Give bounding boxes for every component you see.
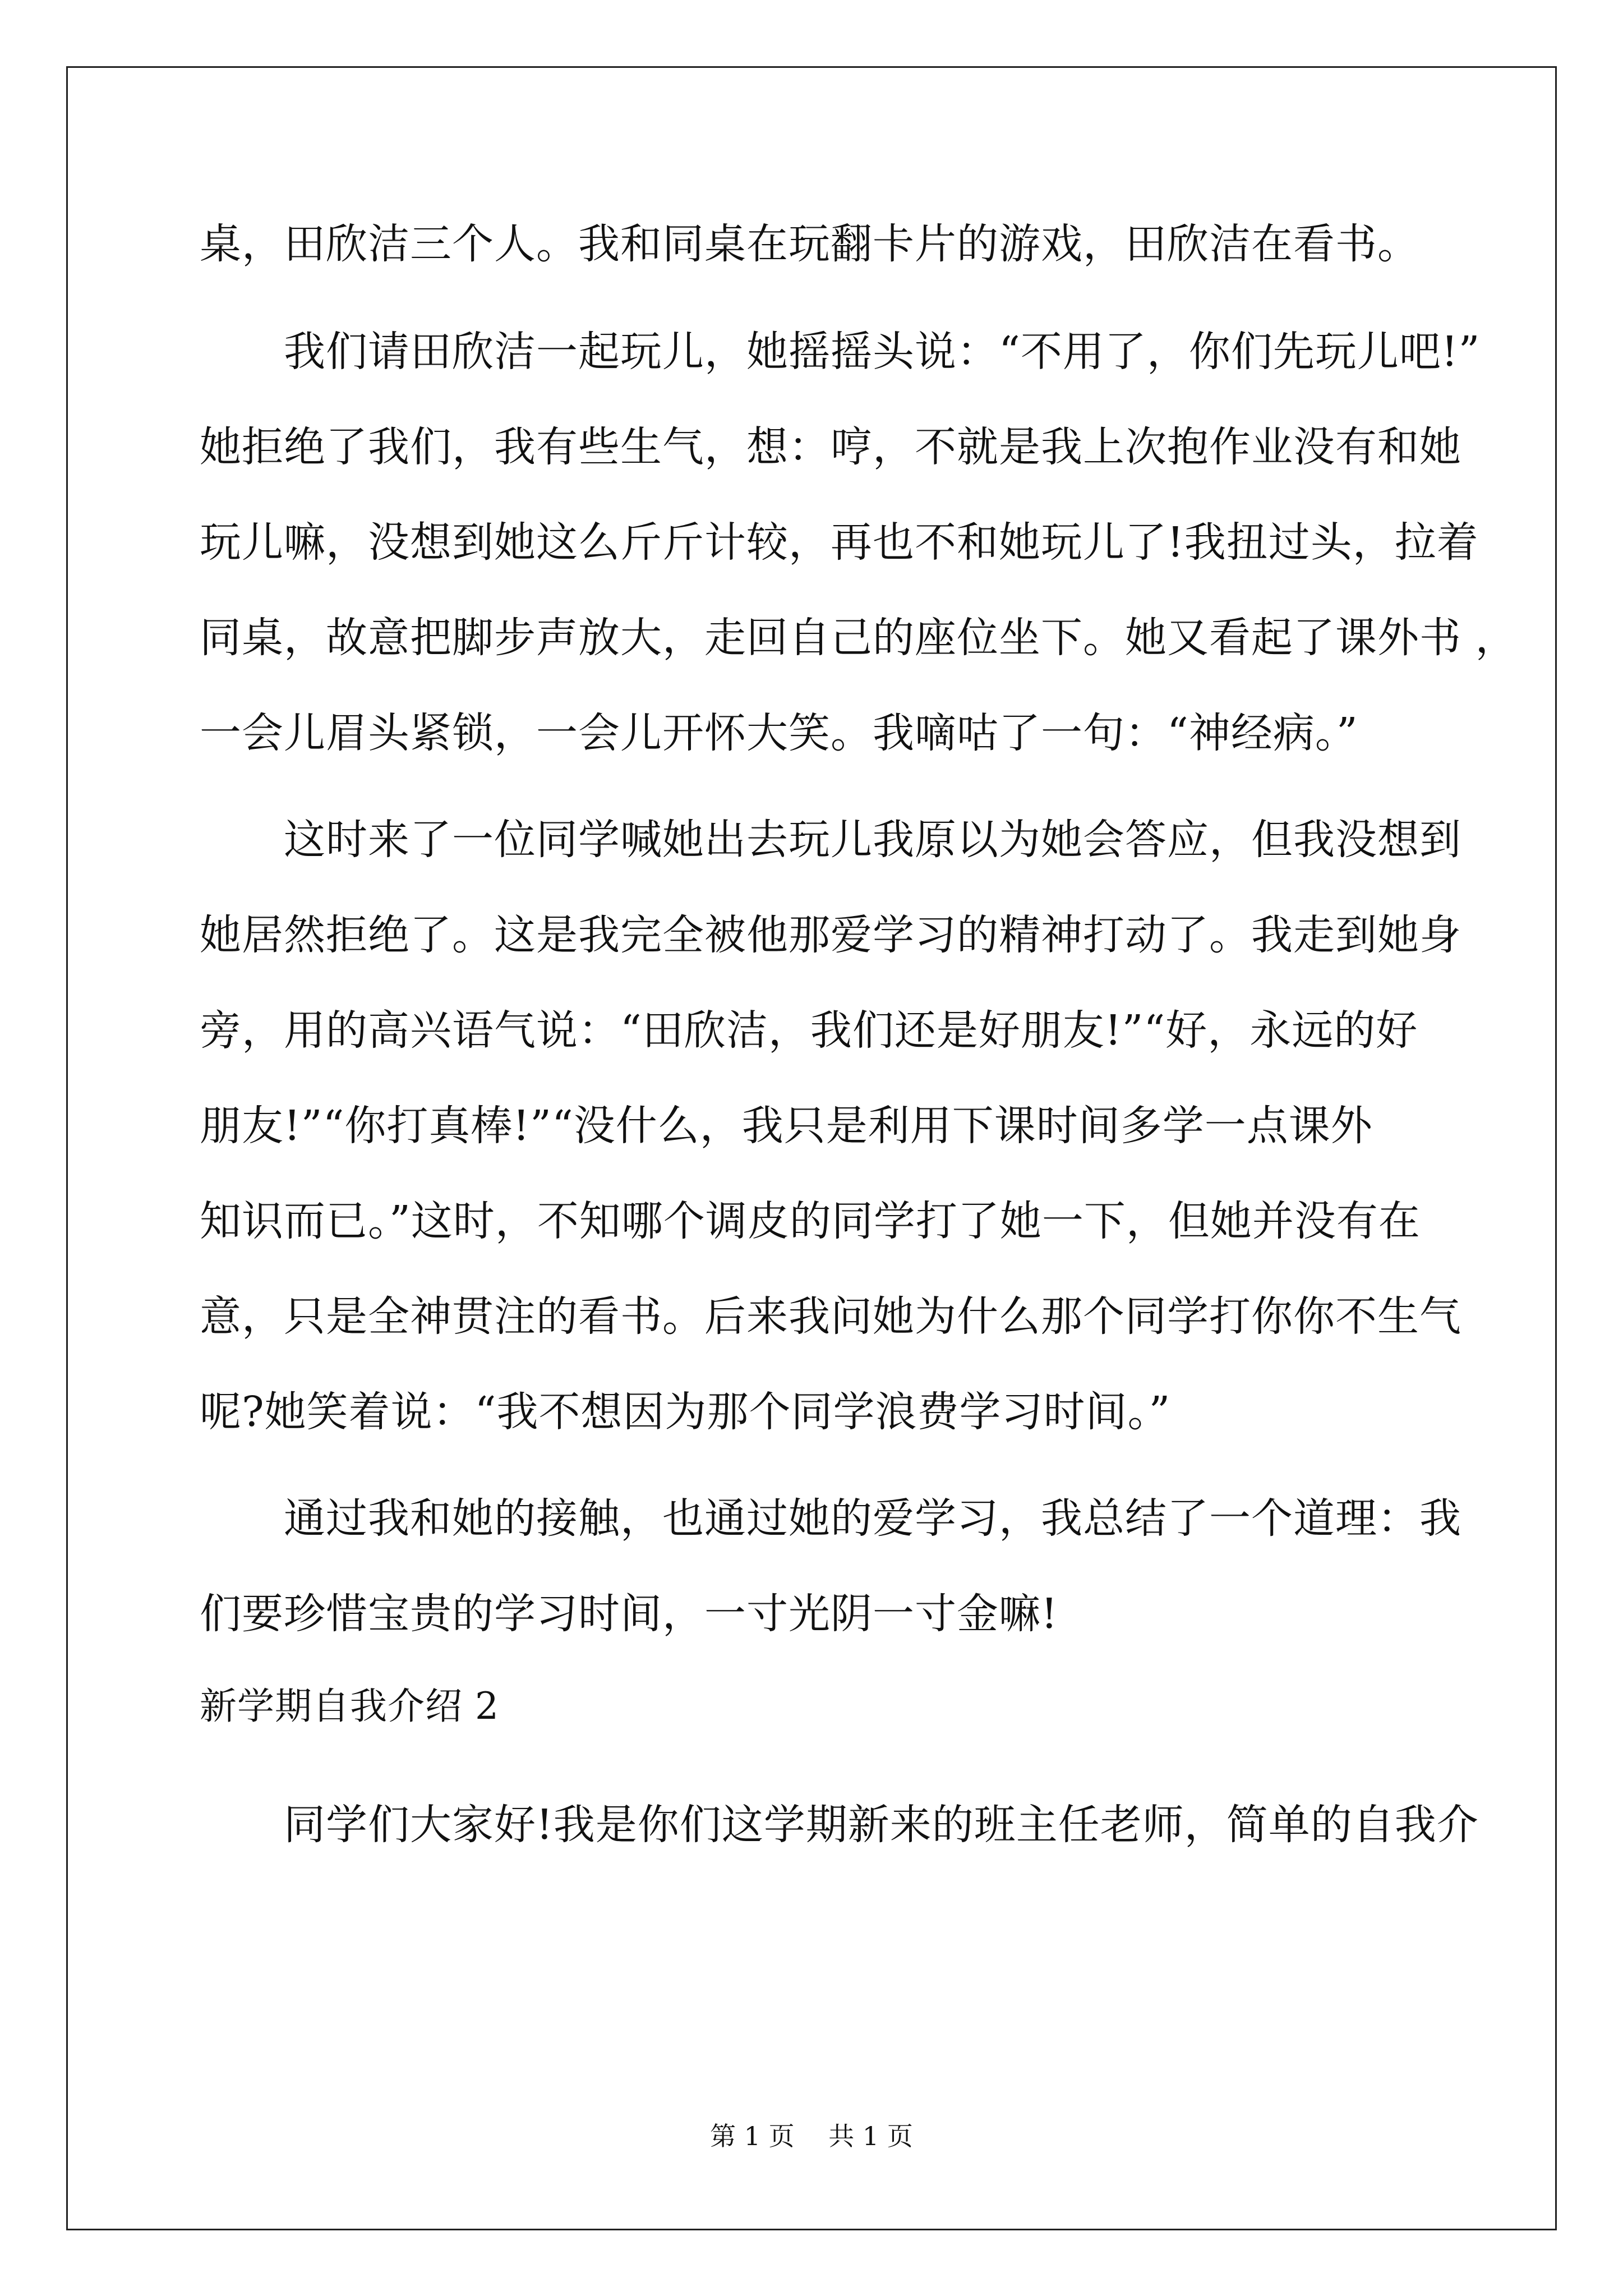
- paragraph-4-line-1: 通过我和她的接触，也通过她的爱学习，我总结了一个道理：我: [200, 1494, 1461, 1543]
- paragraph-2-line-4: 同桌，故意把脚步声放大，走回自己的座位坐下。她又看起了课外书 ，: [200, 614, 1518, 662]
- paragraph-3-line-4: 朋友!”“你打真棒!”“没什么，我只是利用下课时间多学一点课外: [200, 1102, 1373, 1150]
- paragraph-2-line-3: 玩儿嘛，没想到她这么斤斤计较，再也不和她玩儿了!我扭过头，拉着: [200, 518, 1479, 567]
- paragraph-3-line-3: 旁，用的高兴语气说：“田欣洁，我们还是好朋友!”“好，永远的好: [200, 1006, 1418, 1055]
- paragraph-3-line-1: 这时来了一位同学喊她出去玩儿我原以为她会答应，但我没想到: [200, 816, 1461, 864]
- paragraph-3-line-5: 知识而已。”这时，不知哪个调皮的同学打了她一下，但她并没有在: [200, 1197, 1421, 1245]
- section-heading: 新学期自我介绍 2: [200, 1685, 499, 1728]
- page-footer: 第 1 页 共 1 页: [710, 2121, 913, 2151]
- paragraph-3-line-7: 呢?她笑着说：“我不想因为那个同学浪费学习时间。”: [200, 1388, 1171, 1436]
- paragraph-3-line-2: 她居然拒绝了。这是我完全被他那爱学习的精神打动了。我走到她身: [200, 911, 1461, 959]
- paragraph-1-line-1: 桌，田欣洁三个人。我和同桌在玩翻卡片的游戏，田欣洁在看书。: [200, 220, 1419, 268]
- last-paragraph-line-1: 同学们大家好!我是你们这学期新来的班主任老师，简单的自我介: [200, 1801, 1479, 1849]
- paragraph-2-line-1: 我们请田欣洁一起玩儿，她摇摇头说：“不用了，你们先玩儿吧!”: [200, 328, 1481, 376]
- paragraph-2-line-2: 她拒绝了我们，我有些生气，想：哼，不就是我上次抱作业没有和她: [200, 423, 1461, 471]
- paragraph-2-line-5: 一会儿眉头紧锁，一会儿开怀大笑。我嘀咕了一句：“神经病。”: [200, 709, 1358, 757]
- paragraph-4-line-2: 们要珍惜宝贵的学习时间，一寸光阴一寸金嘛!: [200, 1590, 1058, 1638]
- paragraph-3-line-6: 意，只是全神贯注的看书。后来我问她为什么那个同学打你你不生气: [200, 1292, 1461, 1341]
